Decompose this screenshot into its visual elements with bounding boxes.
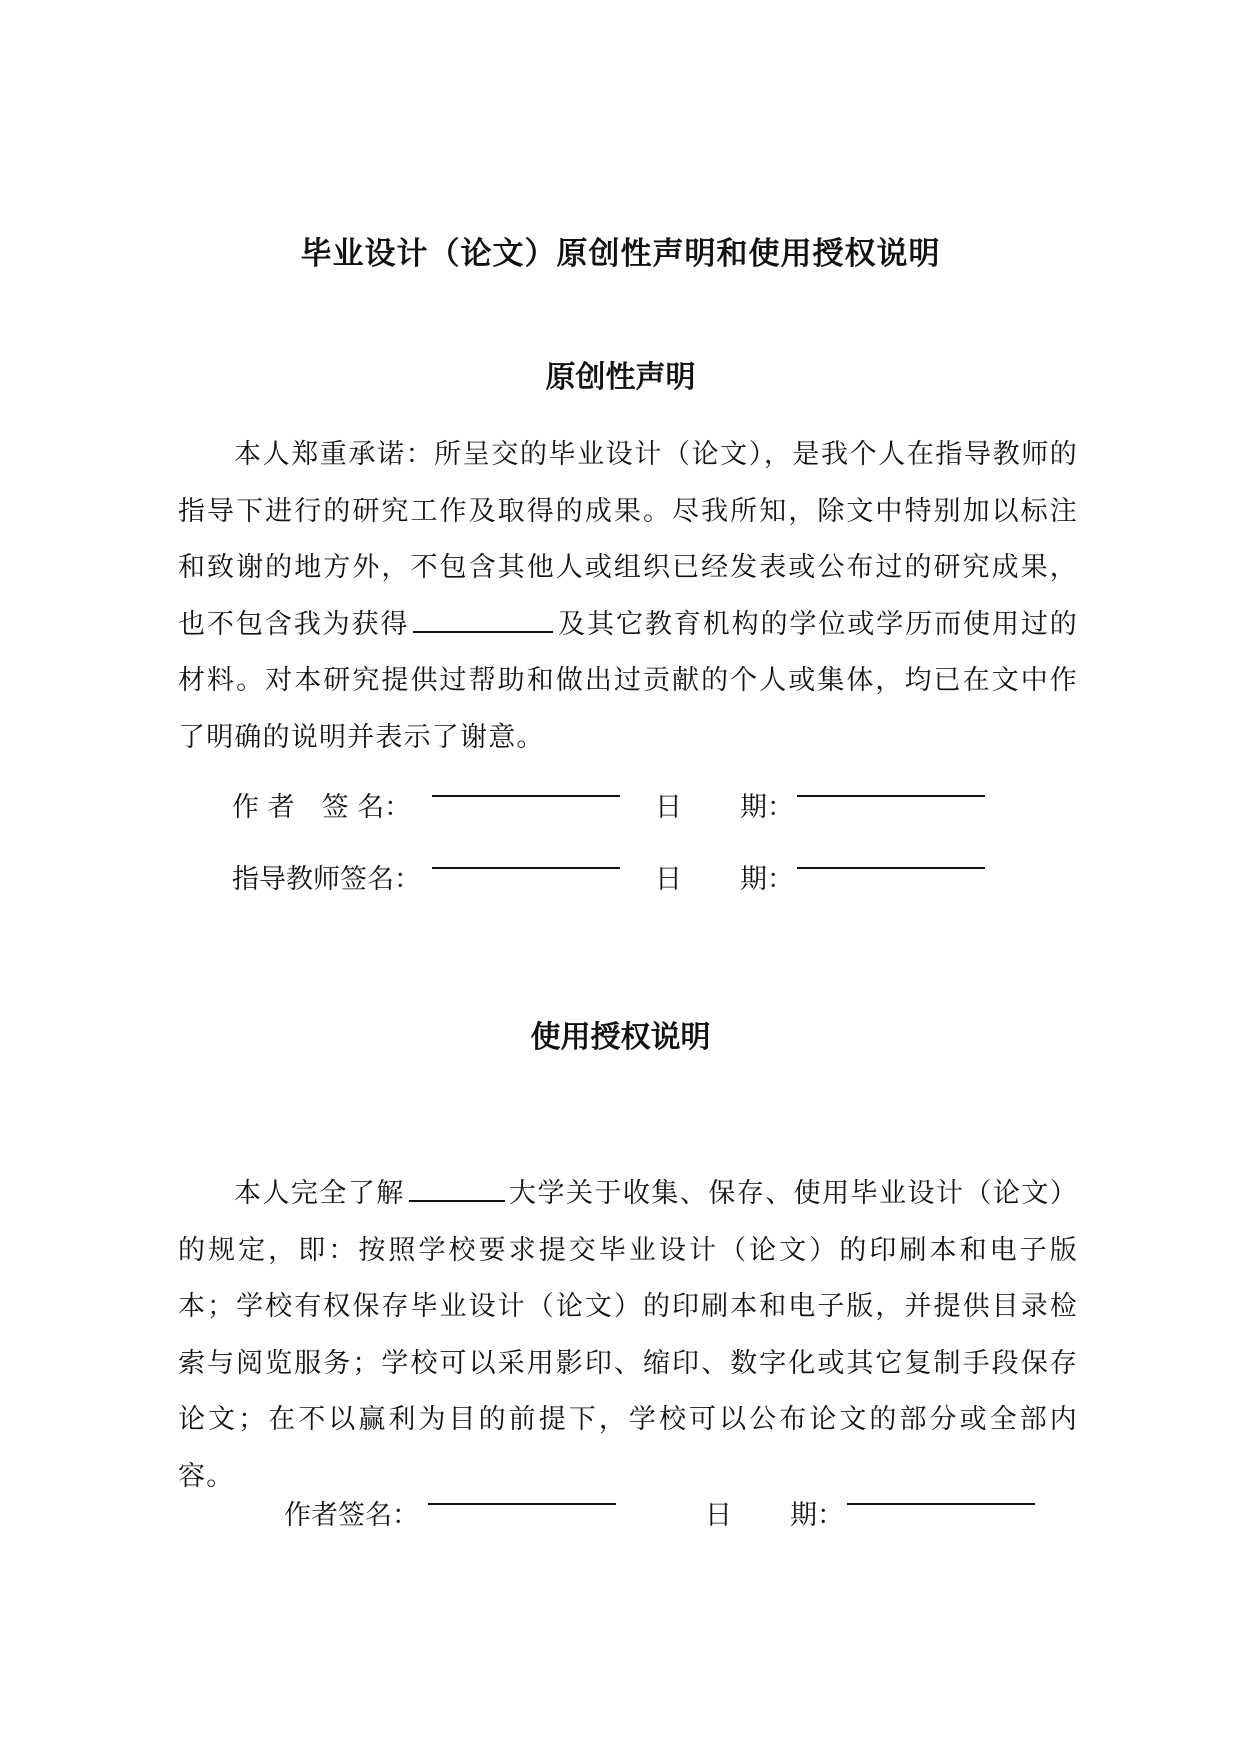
authorization-statement [178,1166,1078,1505]
originality-text-part1: 本人郑重承诺：所呈交的毕业设计（论文），是我个人在指导教师的指导下进行的研究工作及取得的成果。尽我所知，除文中特别加以标注和致谢的地方外，不包含其他人或组织已经发表或公布过的研究成果，也不包含我为获得 [178,439,1078,640]
university-blank[interactable] [409,1176,505,1202]
authorization-heading: 使用授权说明 [530,1020,711,1055]
originality-text-part2: 及其它教育机构的学位或学历而使用过的材料。对本研究提供过帮助和做出过贡献的个人或集体，均已在文中作了明确的说明并表示了谢意。 [178,608,1078,753]
date-label-char2: 期： [790,1500,844,1531]
authorization-signature-row [0,1496,1241,1536]
advisor-date-line[interactable] [797,866,985,869]
date-label-char2: 期： [740,864,794,895]
author-date-line[interactable] [797,794,985,797]
author-signature-row [0,788,1241,828]
institution-blank[interactable] [413,607,553,633]
date-label-char1: 日 [705,1500,732,1531]
authorization-text-part1: 本人完全了解 [234,1178,405,1209]
authorization-author-label: 作者签名： [284,1500,419,1531]
authorization-text-part2: 大学关于收集、保存、使用毕业设计（论文）的规定，即：按照学校要求提交毕业设计（论文）的印刷本和电子版本；学校有权保存毕业设计（论文）的印刷本和电子版，并提供目录检索与阅览服务；学校可以采用影印、缩印、数字化或其它复制手段保存论文；在不以赢利为目的前提下，学校可以公布论文的部分或全部内容。 [178,1178,1079,1492]
authorization-date-line[interactable] [847,1502,1035,1505]
originality-statement [178,427,1078,766]
authorization-author-line[interactable] [428,1502,616,1505]
author-signature-line[interactable] [432,794,620,797]
originality-heading: 原创性声明 [545,360,696,395]
document-title: 毕业设计（论文）原创性声明和使用授权说明 [300,236,941,272]
date-label-char1: 日 [655,792,682,823]
date-label-char1: 日 [655,864,682,895]
advisor-signature-line[interactable] [432,866,620,869]
author-signature-label: 作 者 签 名： [232,792,412,823]
advisor-signature-label: 指导教师签名： [232,864,421,895]
date-label-char2: 期： [740,792,794,823]
advisor-signature-row [0,860,1241,900]
